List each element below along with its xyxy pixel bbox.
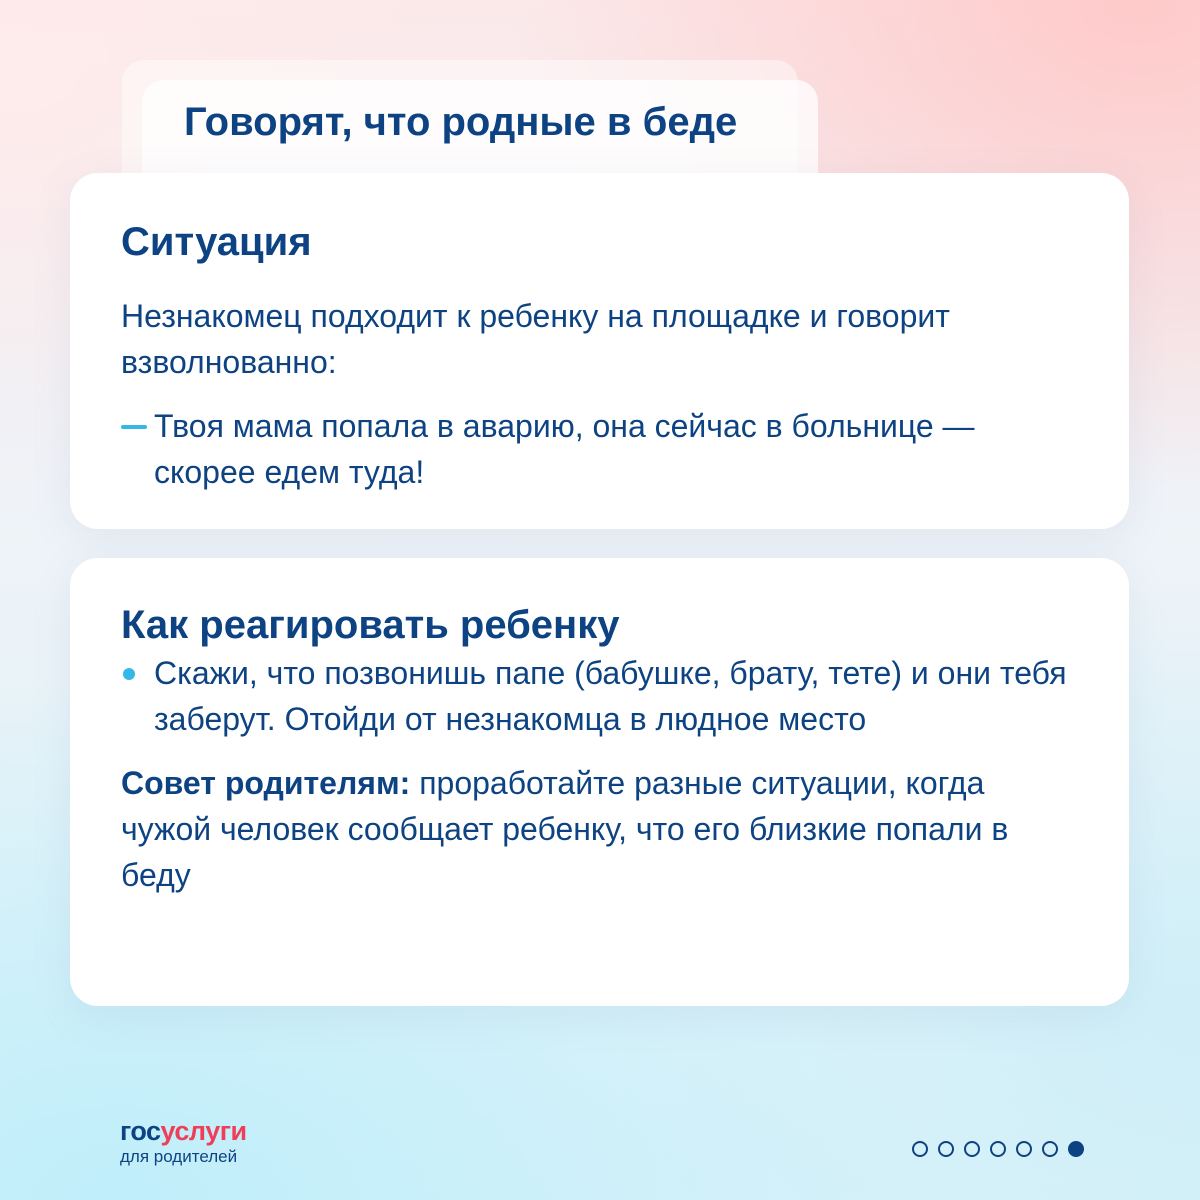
page-dot-active bbox=[1068, 1141, 1084, 1157]
situation-heading: Ситуация bbox=[121, 220, 312, 264]
page-dot bbox=[1016, 1141, 1032, 1157]
page-dot bbox=[938, 1141, 954, 1157]
page-title: Говорят, что родные в беде bbox=[184, 100, 738, 144]
logo-part-uslugi: услуги bbox=[160, 1116, 247, 1146]
logo-wordmark bbox=[120, 1117, 247, 1145]
reaction-bullet-text: Скажи, что позвонишь папе (бабушке, брату, тете) и они тебя заберут. Отойди от незнакомца в людное место bbox=[154, 655, 1067, 737]
reaction-bullet-item bbox=[121, 650, 1079, 742]
logo-part-gos: гос bbox=[120, 1116, 161, 1146]
reaction-card bbox=[70, 558, 1129, 1006]
bullet-dot-icon bbox=[123, 668, 135, 680]
page-dot bbox=[912, 1141, 928, 1157]
situation-quote-text: Твоя мама попала в аварию, она сейчас в больнице — скорее едем туда! bbox=[154, 408, 975, 490]
logo-subtitle: для родителей bbox=[120, 1147, 238, 1166]
page-dot bbox=[964, 1141, 980, 1157]
parent-advice-label: Совет родителям: bbox=[121, 765, 411, 801]
reaction-heading: Как реагировать ребенку bbox=[121, 603, 620, 647]
situation-card bbox=[70, 173, 1129, 529]
pagination-dots bbox=[912, 1141, 1084, 1157]
page-dot bbox=[1042, 1141, 1058, 1157]
page-dot bbox=[990, 1141, 1006, 1157]
situation-quote bbox=[121, 403, 1079, 495]
parent-advice-text: проработайте разные ситуации, когда чужой человек сообщает ребенку, что его близкие попали в беду bbox=[121, 765, 1009, 893]
dash-icon bbox=[121, 425, 147, 429]
gosuslugi-logo bbox=[120, 1117, 247, 1168]
situation-text: Незнакомец подходит к ребенку на площадке и говорит взволнованно: bbox=[121, 298, 950, 380]
parent-advice bbox=[121, 760, 1079, 898]
